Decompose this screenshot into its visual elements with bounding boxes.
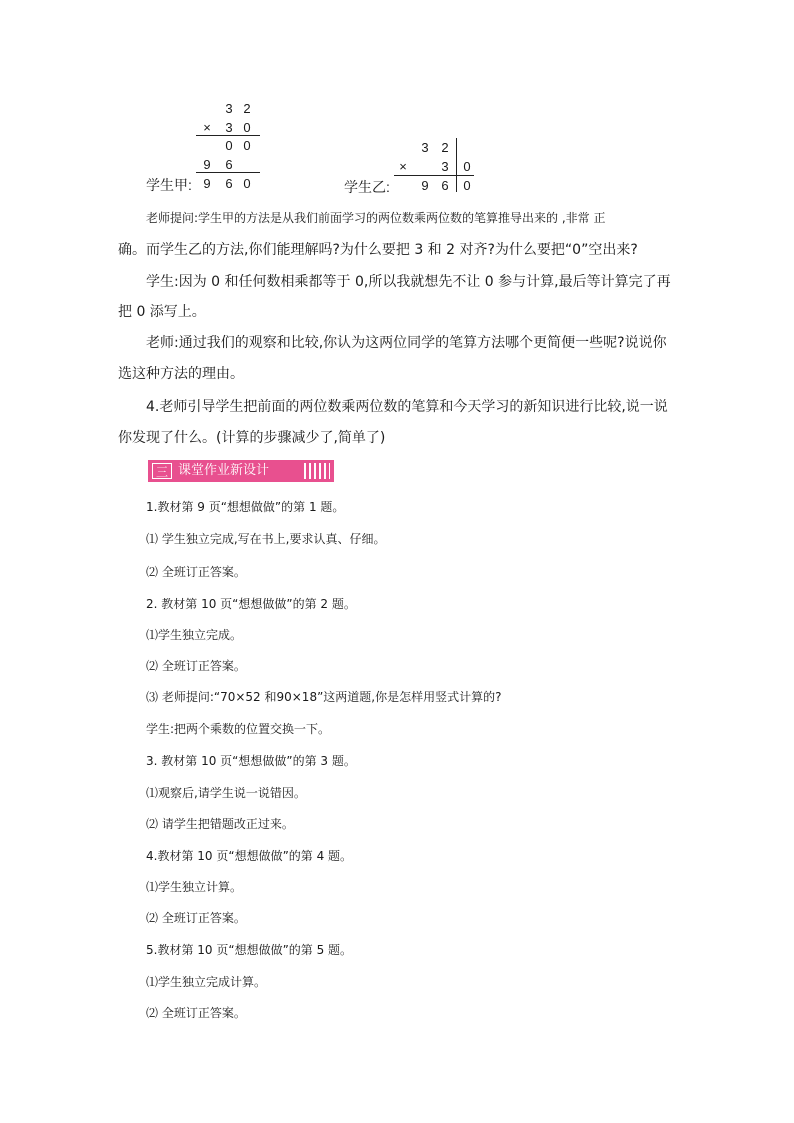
calc-b-digit: 0 — [463, 159, 471, 174]
section-title: 课堂作业新设计 — [178, 463, 270, 478]
homework-item: 1.教材第 9 页“想想做做”的第 1 题。 — [146, 500, 345, 514]
homework-item: ⑴学生独立计算。 — [146, 880, 243, 894]
student-answer-1-line1: 学生:因为 0 和任何数相乘都等于 0,所以我就想先不让 0 参与计算,最后等计算完了再 — [146, 274, 671, 290]
homework-item: ⑵ 全班订正答案。 — [146, 659, 246, 673]
calc-b-digit: 2 — [441, 140, 449, 155]
calc-a-rule — [196, 135, 260, 136]
calc-a-digit: 3 — [225, 101, 233, 116]
teacher-question-2-line2: 选这种方法的理由。 — [118, 366, 244, 382]
homework-item: 3. 教材第 10 页“想想做做”的第 3 题。 — [146, 754, 356, 768]
calc-b-digit: 3 — [441, 159, 449, 174]
calc-a-digit: 9 — [203, 176, 211, 191]
section-number: 三 — [152, 463, 172, 479]
calc-a-digit: 6 — [225, 157, 233, 172]
homework-item: ⑴学生独立完成计算。 — [146, 975, 267, 989]
homework-item: ⑵ 全班订正答案。 — [146, 1006, 246, 1020]
homework-item: 5.教材第 10 页“想想做做”的第 5 题。 — [146, 943, 353, 957]
calc-b-digit: 6 — [441, 178, 449, 193]
homework-item: ⑴ 学生独立完成,写在书上,要求认真、仔细。 — [146, 532, 386, 546]
calc-a-digit: 9 — [203, 157, 211, 172]
calc-a-rule — [196, 172, 260, 173]
calc-a-digit: 3 — [225, 120, 233, 135]
calc-a-label: 学生甲: — [146, 177, 192, 193]
step-4-line1: 4.老师引导学生把前面的两位数乘两位数的笔算和今天学习的新知识进行比较,说一说 — [146, 399, 668, 415]
calc-a-digit: 2 — [243, 101, 251, 116]
calc-a-digit: 0 — [225, 138, 233, 153]
homework-item: 2. 教材第 10 页“想想做做”的第 2 题。 — [146, 597, 356, 611]
calc-b-digit: 3 — [421, 140, 429, 155]
calc-a-digit: 0 — [243, 138, 251, 153]
homework-item: ⑵ 全班订正答案。 — [146, 911, 246, 925]
calc-a-digit: 0 — [243, 176, 251, 191]
calc-b-rule — [394, 175, 474, 176]
calc-a-digit: 0 — [243, 120, 251, 135]
homework-item: ⑵ 请学生把错题改正过来。 — [146, 817, 294, 831]
section-header — [148, 460, 334, 482]
homework-item: 4.教材第 10 页“想想做做”的第 4 题。 — [146, 849, 353, 863]
calc-b-times-sign: × — [399, 159, 407, 174]
homework-item: ⑵ 全班订正答案。 — [146, 565, 246, 579]
teacher-question-1-line1: 老师提问:学生甲的方法是从我们前面学习的两位数乘两位数的笔算推导出来的 ,非常 正 — [146, 211, 606, 225]
calc-a-times-sign: × — [203, 120, 211, 135]
homework-item: 学生:把两个乘数的位置交换一下。 — [146, 722, 331, 736]
calc-b-label: 学生乙: — [344, 179, 390, 195]
teacher-question-2-line1: 老师:通过我们的观察和比较,你认为这两位同学的笔算方法哪个更简便一些呢?说说你 — [146, 335, 667, 351]
student-answer-1-line2: 把 0 添写上。 — [118, 304, 206, 320]
calc-b-digit: 9 — [421, 178, 429, 193]
calc-a-digit: 6 — [225, 176, 233, 191]
teacher-question-1-line2: 确。而学生乙的方法,你们能理解吗?为什么要把 3 和 2 对齐?为什么要把“0”空出来? — [118, 242, 638, 258]
calc-b-digit: 0 — [463, 178, 471, 193]
calc-b-divider — [456, 138, 457, 192]
homework-item: ⑶ 老师提问:“70×52 和90×18”这两道题,你是怎样用竖式计算的? — [146, 690, 502, 704]
homework-item: ⑴学生独立完成。 — [146, 628, 243, 642]
homework-item: ⑴观察后,请学生说一说错因。 — [146, 786, 306, 800]
section-decoration — [304, 463, 330, 479]
step-4-line2: 你发现了什么。(计算的步骤减少了,简单了) — [118, 430, 386, 446]
